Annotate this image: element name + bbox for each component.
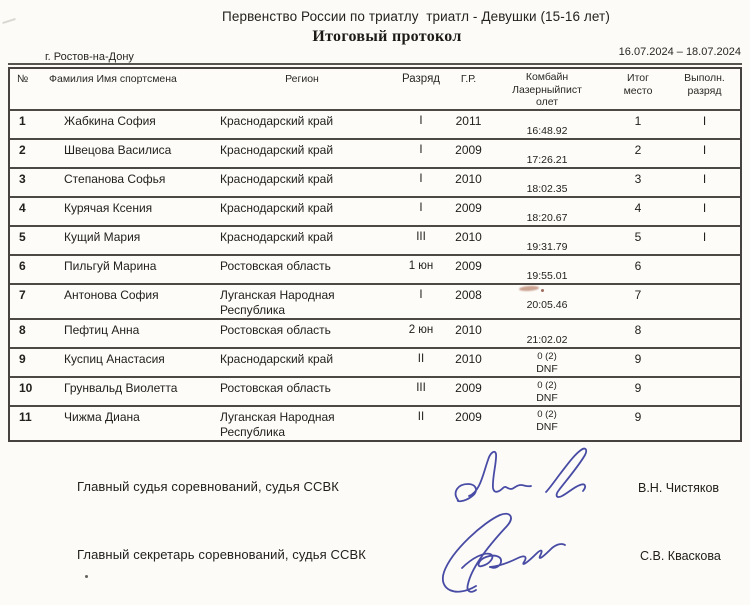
athlete-name: Пефтиц Анна bbox=[64, 323, 140, 337]
final-place: 9 bbox=[634, 410, 642, 424]
header-number: № bbox=[17, 73, 29, 85]
table-header-row bbox=[10, 69, 740, 109]
combine-score bbox=[487, 113, 607, 125]
row-number: 10 bbox=[19, 381, 33, 395]
fulfilled-rank bbox=[669, 378, 740, 405]
combine-score: 0 (2) bbox=[537, 380, 557, 391]
athlete-region: Краснодарский край bbox=[220, 352, 334, 366]
stray-ink-dot bbox=[85, 575, 88, 578]
row-number: 6 bbox=[19, 259, 26, 273]
table-row bbox=[10, 254, 740, 283]
athlete-name: Пильгуй Марина bbox=[64, 259, 157, 273]
document-title: Первенство России по триатлу триатл - Девушки (15-16 лет) bbox=[222, 9, 610, 24]
combine-result bbox=[487, 111, 607, 138]
fulfilled-rank: I bbox=[702, 143, 707, 157]
birth-year: 2009 bbox=[455, 201, 482, 215]
header-fulfilled-line1: Выполн. bbox=[684, 72, 725, 84]
combine-result bbox=[487, 140, 607, 167]
scan-corner-mark bbox=[2, 18, 16, 24]
athlete-rank: I bbox=[419, 202, 423, 214]
table-row bbox=[10, 347, 740, 376]
athlete-name: Антонова София bbox=[64, 288, 159, 302]
athlete-rank: III bbox=[416, 231, 426, 243]
combine-result bbox=[487, 349, 607, 376]
fulfilled-rank bbox=[669, 407, 740, 440]
header-fulfilled-line2: разряд bbox=[687, 84, 722, 97]
table-row bbox=[10, 225, 740, 254]
athlete-rank: I bbox=[419, 115, 423, 127]
birth-year: 2009 bbox=[455, 410, 482, 424]
birth-year: 2011 bbox=[455, 114, 482, 128]
combine-time: 17:26.21 bbox=[526, 154, 568, 166]
athlete-name: Куспиц Анастасия bbox=[64, 352, 165, 366]
birth-year: 2010 bbox=[455, 172, 482, 186]
final-place: 1 bbox=[634, 114, 642, 128]
combine-score: 0 (2) bbox=[537, 409, 557, 420]
combine-time: 20:05.46 bbox=[526, 299, 568, 311]
fulfilled-rank bbox=[669, 349, 740, 376]
header-final-place-line2: место bbox=[623, 84, 653, 97]
final-place: 8 bbox=[634, 323, 642, 337]
table-row bbox=[10, 138, 740, 167]
table-row bbox=[10, 167, 740, 196]
table-row bbox=[10, 196, 740, 225]
combine-time: 16:48.92 bbox=[526, 125, 568, 137]
athlete-rank: 2 юн bbox=[408, 324, 434, 336]
athlete-region: Ростовская область bbox=[220, 259, 331, 273]
combine-time: 21:02.02 bbox=[526, 334, 568, 346]
fulfilled-rank: I bbox=[702, 172, 707, 186]
athlete-name: Кущий Мария bbox=[64, 230, 141, 244]
final-place: 4 bbox=[634, 201, 642, 215]
combine-time: 18:02.35 bbox=[526, 183, 568, 195]
final-place: 9 bbox=[634, 352, 642, 366]
final-place: 3 bbox=[634, 172, 642, 186]
chief-judge-role: Главный судья соревнований, судья ССВК bbox=[77, 479, 339, 494]
athlete-region: Краснодарский край bbox=[220, 201, 334, 215]
combine-result bbox=[487, 198, 607, 225]
fulfilled-rank: I bbox=[702, 230, 707, 244]
ink-smudge-dot bbox=[541, 289, 544, 292]
fulfilled-rank bbox=[669, 256, 740, 283]
athlete-region: Краснодарский край bbox=[220, 172, 334, 186]
athlete-rank: III bbox=[416, 382, 426, 394]
combine-result bbox=[487, 320, 607, 347]
combine-time: 18:20.67 bbox=[526, 212, 568, 224]
header-rank: Разряд bbox=[401, 73, 441, 85]
combine-time: DNF bbox=[536, 363, 558, 375]
athlete-rank: I bbox=[419, 289, 423, 301]
row-number: 9 bbox=[19, 352, 26, 366]
birth-year: 2008 bbox=[455, 288, 482, 302]
header-fulfilled-rank bbox=[669, 69, 740, 109]
final-place: 9 bbox=[634, 381, 642, 395]
athlete-rank: II bbox=[417, 353, 425, 365]
birth-year: 2010 bbox=[455, 323, 482, 337]
athlete-name: Чижма Диана bbox=[64, 410, 140, 424]
athlete-region: Ростовская область bbox=[220, 323, 331, 337]
header-rule bbox=[8, 63, 742, 65]
athlete-name: Степанова Софья bbox=[64, 172, 166, 186]
chief-judge-name: В.Н. Чистяков bbox=[638, 481, 720, 495]
header-combine-line2: Лазерныйпист bbox=[512, 83, 582, 96]
athlete-rank: I bbox=[419, 173, 423, 185]
combine-score bbox=[487, 258, 607, 270]
combine-time: DNF bbox=[536, 421, 558, 433]
athlete-rank: 1 юн bbox=[408, 260, 434, 272]
birth-year: 2009 bbox=[455, 381, 482, 395]
combine-score bbox=[487, 287, 607, 299]
combine-result bbox=[487, 285, 607, 318]
final-place: 2 bbox=[634, 143, 642, 157]
header-final-place-line1: Итог bbox=[627, 72, 649, 84]
fulfilled-rank bbox=[669, 320, 740, 347]
row-number: 4 bbox=[19, 201, 26, 215]
athlete-region: Луганская Народная Республика bbox=[220, 410, 335, 439]
athlete-name: Грунвальд Виолетта bbox=[64, 381, 178, 395]
combine-score bbox=[487, 200, 607, 212]
combine-result bbox=[487, 378, 607, 405]
table-row bbox=[10, 283, 740, 318]
row-number: 5 bbox=[19, 230, 26, 244]
results-table bbox=[8, 67, 742, 442]
athlete-name: Курячая Ксения bbox=[64, 201, 153, 215]
table-row bbox=[10, 376, 740, 405]
combine-score bbox=[487, 322, 607, 334]
combine-time: DNF bbox=[536, 392, 558, 404]
fulfilled-rank: I bbox=[702, 201, 707, 215]
header-combine-line3: олет bbox=[535, 96, 559, 108]
birth-year: 2009 bbox=[455, 143, 482, 157]
chief-secretary-role: Главный секретарь соревнований, судья ССВК bbox=[77, 547, 366, 562]
fulfilled-rank: I bbox=[702, 114, 707, 128]
final-place: 5 bbox=[634, 230, 642, 244]
combine-score bbox=[487, 142, 607, 154]
athlete-region: Краснодарский край bbox=[220, 114, 334, 128]
table-row bbox=[10, 318, 740, 347]
event-dates: 16.07.2024 – 18.07.2024 bbox=[618, 46, 741, 58]
header-birth-year: Г.Р. bbox=[460, 73, 477, 85]
combine-result bbox=[487, 227, 607, 254]
row-number: 3 bbox=[19, 172, 26, 186]
combine-time: 19:31.79 bbox=[526, 241, 568, 253]
header-region: Регион bbox=[285, 73, 319, 85]
header-combine-line1: Комбайн bbox=[525, 71, 569, 83]
athlete-rank: II bbox=[417, 411, 425, 423]
secretary-signature-image bbox=[432, 506, 584, 600]
document-subtitle: Итоговый протокол bbox=[312, 28, 462, 45]
athlete-region: Краснодарский край bbox=[220, 230, 334, 244]
athlete-rank: I bbox=[419, 144, 423, 156]
row-number: 11 bbox=[19, 410, 32, 424]
birth-year: 2009 bbox=[455, 259, 482, 273]
final-place: 7 bbox=[634, 288, 642, 302]
header-athlete-name: Фамилия Имя спортсмена bbox=[49, 73, 177, 85]
combine-score bbox=[487, 171, 607, 183]
athlete-region: Краснодарский край bbox=[220, 143, 334, 157]
birth-year: 2010 bbox=[455, 230, 482, 244]
birth-year: 2010 bbox=[455, 352, 482, 366]
row-number: 2 bbox=[19, 143, 26, 157]
combine-time: 19:55.01 bbox=[526, 270, 568, 282]
combine-score: 0 (2) bbox=[537, 351, 557, 362]
athlete-region: Луганская Народная Республика bbox=[220, 288, 335, 317]
chief-secretary-name: С.В. Кваскова bbox=[640, 549, 721, 563]
combine-result bbox=[487, 256, 607, 283]
table-body bbox=[10, 109, 740, 440]
header-combine bbox=[487, 69, 607, 109]
combine-result bbox=[487, 407, 607, 440]
combine-score bbox=[487, 229, 607, 241]
athlete-region: Ростовская область bbox=[220, 381, 331, 395]
athlete-name: Жабкина София bbox=[64, 114, 156, 128]
final-place: 6 bbox=[634, 259, 642, 273]
row-number: 7 bbox=[19, 288, 26, 302]
combine-result bbox=[487, 169, 607, 196]
table-row bbox=[10, 109, 740, 138]
row-number: 1 bbox=[19, 114, 26, 128]
table-row bbox=[10, 405, 740, 440]
athlete-name: Швецова Василиса bbox=[64, 143, 172, 157]
row-number: 8 bbox=[19, 323, 26, 337]
event-location: г. Ростов-на-Дону bbox=[45, 51, 134, 63]
header-final-place bbox=[607, 69, 669, 109]
fulfilled-rank bbox=[669, 285, 740, 318]
